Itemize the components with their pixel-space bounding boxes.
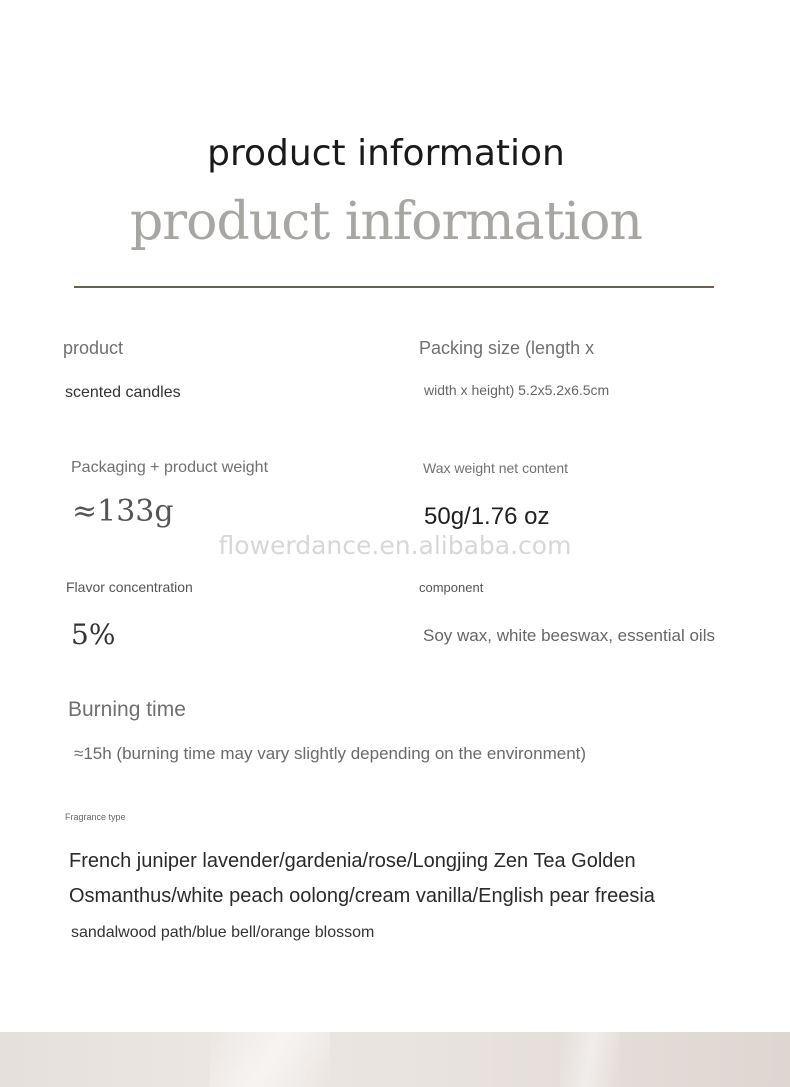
fragrance-line-2: Osmanthus/white peach oolong/cream vanilla/English pear freesia: [69, 885, 655, 907]
burning-time-value: ≈15h (burning time may vary slightly depending on the environment): [74, 744, 587, 763]
product-label: product: [63, 338, 124, 358]
product-value: scented candles: [65, 384, 181, 401]
component-label: component: [419, 580, 484, 595]
footer-product-photo: [0, 1032, 790, 1087]
packing-size-label: Packing size (length x: [419, 338, 595, 358]
wax-weight-value: 50g/1.76 oz: [424, 503, 550, 530]
weight-value: ≈133g: [72, 494, 174, 529]
flavor-concentration-label: Flavor concentration: [66, 579, 193, 595]
weight-label: Packaging + product weight: [71, 459, 269, 476]
title-divider: [74, 286, 714, 288]
burning-time-label: Burning time: [68, 698, 186, 721]
fragrance-type-label: Fragrance type: [65, 812, 126, 822]
component-value: Soy wax, white beeswax, essential oils: [423, 626, 715, 645]
fragrance-line-1: French juniper lavender/gardenia/rose/Longjing Zen Tea Golden: [69, 850, 636, 872]
page-title-decorative: product information: [130, 192, 642, 252]
flavor-concentration-value: 5%: [71, 618, 116, 651]
packing-size-value: width x height) 5.2x5.2x6.5cm: [424, 382, 610, 398]
wax-weight-label: Wax weight net content: [423, 460, 569, 476]
page-title: product information: [207, 133, 565, 174]
watermark: flowerdance.en.alibaba.com: [218, 531, 572, 560]
fragrance-line-3: sandalwood path/blue bell/orange blossom: [71, 924, 375, 941]
